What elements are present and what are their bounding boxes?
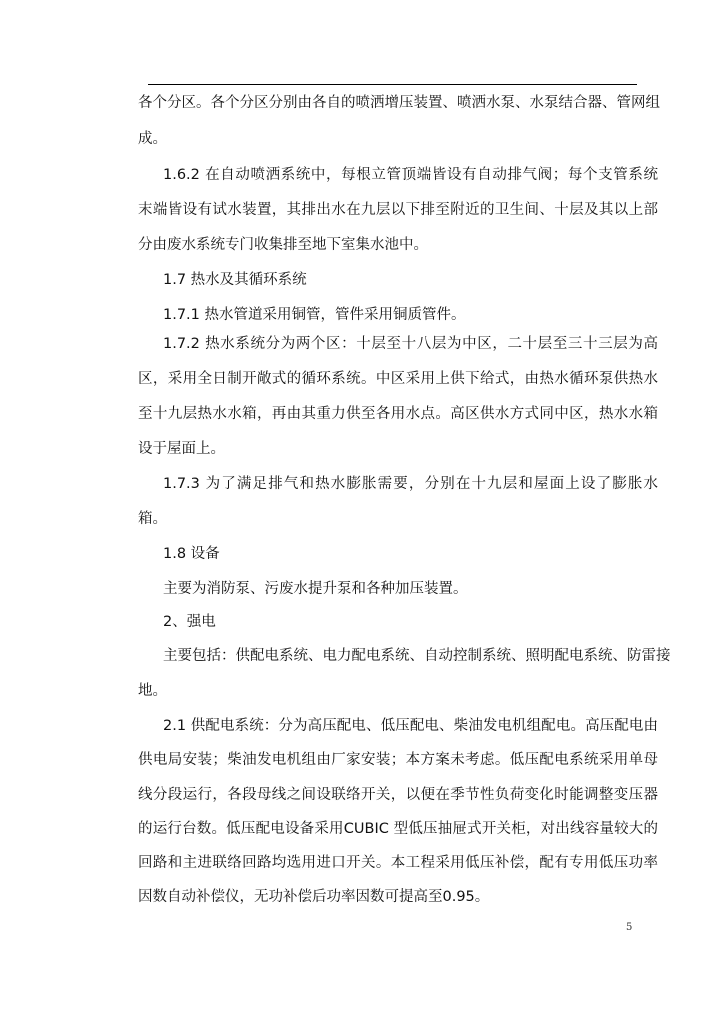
paragraph-line: 各个分区。各个分区分别由各自的喷洒增压装置、喷洒水泵、水泵结合器、管网组 [138,95,660,111]
paragraph-line: 的运行台数。低压配电设备采用CUBIC 型低压抽屉式开关柜，对出线容量较大的 [138,821,658,837]
paragraph-line: 地。 [138,683,167,699]
paragraph-line: 主要包括：供配电系统、电力配电系统、自动控制系统、照明配电系统、防雷接 [163,648,671,664]
paragraph-line: 线分段运行，各段母线之间设联络开关，以便在季节性负荷变化时能调整变压器 [138,787,658,803]
paragraph-line: 成。 [138,131,167,147]
paragraph-line: 供电局安装；柴油发电机组由厂家安装；本方案未考虑。低压配电系统采用单母 [138,752,658,768]
paragraph-line: 1.6.2 在自动喷洒系统中，每根立管顶端皆设有自动排气阀；每个支管系统 [163,167,658,183]
paragraph-line: 1.7.2 热水系统分为两个区：十层至十八层为中区，二十层至三十三层为高 [163,336,658,352]
section-heading: 1.8 设备 [163,546,220,562]
paragraph-line: 1.7.3 为了满足排气和热水膨胀需要，分别在十九层和屋面上设了膨胀水 [163,476,658,492]
paragraph-line: 末端皆设有试水装置，其排出水在九层以下排至附近的卫生间、十层及其以上部 [138,202,658,218]
header-rule [148,84,637,85]
paragraph-line: 1.7.1 热水管道采用铜管，管件采用铜质管件。 [163,307,466,323]
paragraph-line: 2.1 供配电系统：分为高压配电、低压配电、柴油发电机组配电。高压配电由 [163,718,658,734]
section-heading: 2、强电 [163,614,216,630]
paragraph-line: 至十九层热水水箱，再由其重力供至各用水点。高区供水方式同中区，热水水箱 [138,406,658,422]
page-number: 5 [626,922,633,933]
paragraph-line: 回路和主进联络回路均选用进口开关。本工程采用低压补偿，配有专用低压功率 [138,855,658,871]
paragraph-line: 主要为消防泵、污废水提升泵和各种加压装置。 [163,581,468,597]
section-heading: 1.7 热水及其循环系统 [163,272,307,288]
paragraph-line: 区，采用全日制开敞式的循环系统。中区采用上供下给式，由热水循环泵供热水 [138,371,658,387]
paragraph-line: 设于屋面上。 [138,441,225,457]
paragraph-line: 分由废水系统专门收集排至地下室集水池中。 [138,237,428,253]
paragraph-line: 箱。 [138,511,167,527]
paragraph-line: 因数自动补偿仪，无功补偿后功率因数可提高至0.95。 [138,889,490,905]
